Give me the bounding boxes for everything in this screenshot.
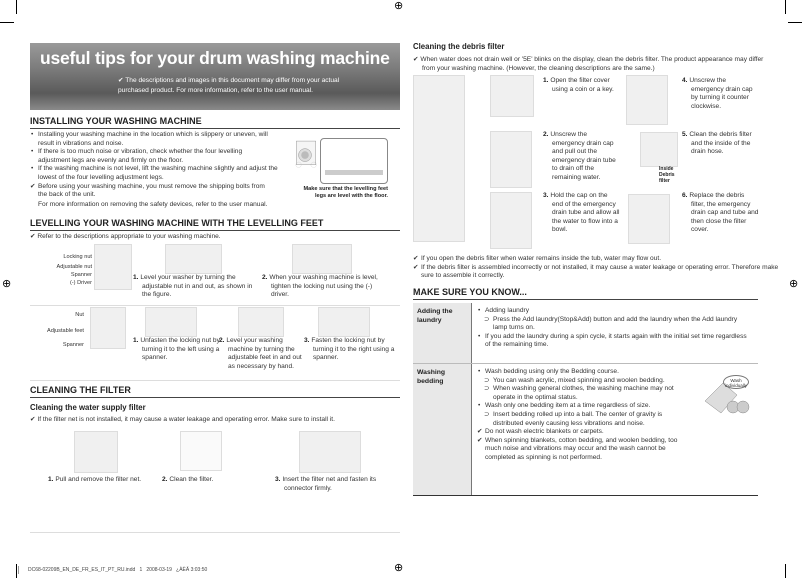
label-debris-filter: Debris filter <box>659 172 675 184</box>
row-label-adding-laundry: Adding the laundry <box>417 308 453 324</box>
filter-step-1: 1. Pull and remove the filter net. <box>48 476 142 483</box>
install-more: For more information on removing the safety devices, refer to the user manual. <box>38 201 268 208</box>
water-filter-note: ✔ If the filter net is not installed, it may cause a water leakage and operating error. Make sure to install it. <box>30 416 335 423</box>
debris-warning: ✔ If you open the debris filter when water remains inside the tub, water may flow out. <box>413 255 783 264</box>
debris-warnings <box>413 255 783 281</box>
title-banner <box>30 43 400 110</box>
bedding-illustration <box>703 375 753 417</box>
filter-step-3: 3. Insert the filter net and fasten its connector firmly. <box>275 476 377 492</box>
filter-heading: CLEANING THE FILTER <box>30 386 400 398</box>
row-label-washing-bedding: Washing bedding <box>417 369 446 385</box>
levelling-step1-image <box>165 244 222 274</box>
debris-warning: ✔ If the debris filter is assembled incorrectly or not installed, it may cause a water leakage or operating error. Therefore make sure to assemble it correctly. <box>413 264 783 281</box>
levelling-parts-image <box>94 244 132 290</box>
levelling-note: ✔ Refer to the descriptions appropriate to your washing machine. <box>30 233 221 240</box>
filter-step2-image <box>180 431 222 471</box>
know-item: ⊃ Press the Add laundry(Stop&Add) button and add the laundry when the Add laundry lamp turns on. <box>477 316 747 333</box>
washing-bedding-list <box>477 368 687 463</box>
filter-step3-image <box>299 431 361 473</box>
debris-step6-image <box>628 194 670 244</box>
know-item: • Wash only one bedding item at a time regardless of size. <box>477 402 687 411</box>
know-item: ⊃ When washing general clothes, the washing machine may not operate in the optimal status. <box>477 385 687 402</box>
debris-step-1: 1. Open the filter cover using a coin or a key. <box>543 77 614 93</box>
parts-labels-b <box>30 310 84 350</box>
know-item: • Wash bedding using only the Bedding course. <box>477 368 687 377</box>
levelling-b-step3-image <box>318 307 370 337</box>
levelling-feet-detail-image <box>320 138 388 184</box>
registration-mark-icon: ⊕ <box>789 278 799 290</box>
install-bullet: • Installing your washing machine in the location which is slippery or uneven, will result in vibrations and noise. <box>30 131 270 148</box>
filter-step-2: 2. Clean the filter. <box>162 476 214 483</box>
know-item: • If you add the laundry during a spin cycle, it starts again with the initial set time regardless of the remaining time. <box>477 333 747 350</box>
install-bullet: • If the washing machine is not level, lift the washing machine slightly and adjust the lowest of the four levelling adjustment legs. <box>30 165 293 182</box>
debris-labels <box>659 166 681 184</box>
debris-step3-image <box>490 192 532 249</box>
footer-file-info: DC68-02209B_EN_DE_FR_ES_IT_PT_RU.indd 1 2008-03-19 ¿ÀÈÄ 3:03:50 <box>28 567 208 573</box>
debris-step5-image <box>640 132 678 167</box>
levelling-feet-parts-image <box>90 307 126 349</box>
levelling-step-b2: 2. Level your washing machine by turning the adjustable feet in and out as necessary by hand. <box>219 337 302 370</box>
levelling-step2-image <box>292 244 352 274</box>
registration-mark-icon: ⊕ <box>394 562 404 574</box>
levelling-caption: Make sure that the levelling feet legs are level with the floor. <box>303 186 388 199</box>
label-adjustable-nut: Adjustable nut <box>56 264 92 270</box>
debris-step-5: 5. Clean the debris filter and the inside of the drain hose. <box>682 131 752 156</box>
levelling-step-a1: 1. Level your washer by turning the adjustable nut in and out, as shown in the figure. <box>133 274 253 299</box>
install-heading: INSTALLING YOUR WASHING MACHINE <box>30 117 400 129</box>
filter-step1-image <box>74 431 118 473</box>
adding-laundry-list <box>477 307 747 350</box>
know-item: ⊃ Insert bedding rolled up into a ball. The center of gravity is distributed evenly causing less vibrations and noise. <box>477 411 687 428</box>
levelling-step-b3: 3. Fasten the locking nut by turning it to the right using a spanner. <box>304 337 395 362</box>
debris-step4-image <box>626 75 668 125</box>
page-title: useful tips for your drum washing machine <box>40 48 390 68</box>
levelling-heading: LEVELLING YOUR WASHING MACHINE WITH THE LEVELLING FEET <box>30 219 400 231</box>
label-nut: Nut <box>75 312 84 318</box>
registration-mark-icon: ⊕ <box>2 278 12 290</box>
install-check: ✔ Before using your washing machine, you must remove the shipping bolts from the back of the unit. <box>30 183 270 200</box>
label-inside: Inside <box>659 166 674 172</box>
know-item: ⊃ You can wash acrylic, mixed spinning and woolen bedding. <box>477 377 687 386</box>
label-adjustable-feet: Adjustable feet <box>46 328 84 334</box>
know-table <box>413 303 758 496</box>
disclaimer-note: ✔ The descriptions and images in this document may differ from your actual purchased product. For more information, refer to the user manual. <box>118 77 340 94</box>
debris-step-6: 6. Replace the debris filter, the emergency drain cap and tube and then close the filter cover. <box>682 192 759 234</box>
debris-note: ✔ When water does not drain well or '5E' blinks on the display, clean the debris filter. The product appearance may differ from your washing machine. (However, the cleaning descriptions are the same.) <box>413 56 764 72</box>
know-heading: MAKE SURE YOU KNOW... <box>413 288 758 300</box>
install-bullet: • If there is too much noise or vibration, check whether the four levelling adjustment legs are evenly and firmly on the floor. <box>30 148 270 165</box>
label-driver: (-) Driver <box>69 280 92 286</box>
know-item: ✔ Do not wash electric blankets or carpets. <box>477 428 687 437</box>
know-item: • Adding laundry <box>477 307 747 316</box>
debris-filter-overview-image <box>413 75 465 242</box>
parts-labels-a <box>30 252 92 289</box>
debris-step-3: 3. Hold the cap on the end of the emergency drain tube and allow all the water to flow into a bowl. <box>543 192 620 234</box>
debris-step-2: 2. Unscrew the emergency drain cap and pull out the emergency drain tube to drain off the remaining water. <box>543 131 616 181</box>
install-list <box>30 131 278 200</box>
label-spanner: Spanner <box>70 272 92 278</box>
levelling-step-b1: 1. Unfasten the locking nut by turning it to the left using a spanner. <box>133 337 220 362</box>
wash-individually-bubble: Wash individually <box>723 375 749 389</box>
levelling-b-step1-image <box>145 307 197 337</box>
label-spanner: Spanner <box>62 342 84 348</box>
debris-heading: Cleaning the debris filter <box>413 42 505 51</box>
know-item: ✔ When spinning blankets, cotton bedding, and woolen bedding, too much noise and vibrations may occur and the wash cannot be completed as spinning is not performed. <box>477 437 687 463</box>
washing-machine-illustration <box>292 140 318 168</box>
registration-mark-icon: ⊕ <box>394 0 404 12</box>
label-locking-nut: Locking nut <box>63 254 92 260</box>
debris-step1-image <box>490 75 534 117</box>
levelling-step-a2: 2. When your washing machine is level, tighten the locking nut using the (-) driver. <box>262 274 378 299</box>
levelling-b-step2-image <box>238 307 284 337</box>
debris-step2-image <box>490 131 532 188</box>
water-filter-subheading: Cleaning the water supply filter <box>30 403 146 412</box>
debris-step-4: 4. Unscrew the emergency drain cap by turning it counter clockwise. <box>682 77 753 110</box>
